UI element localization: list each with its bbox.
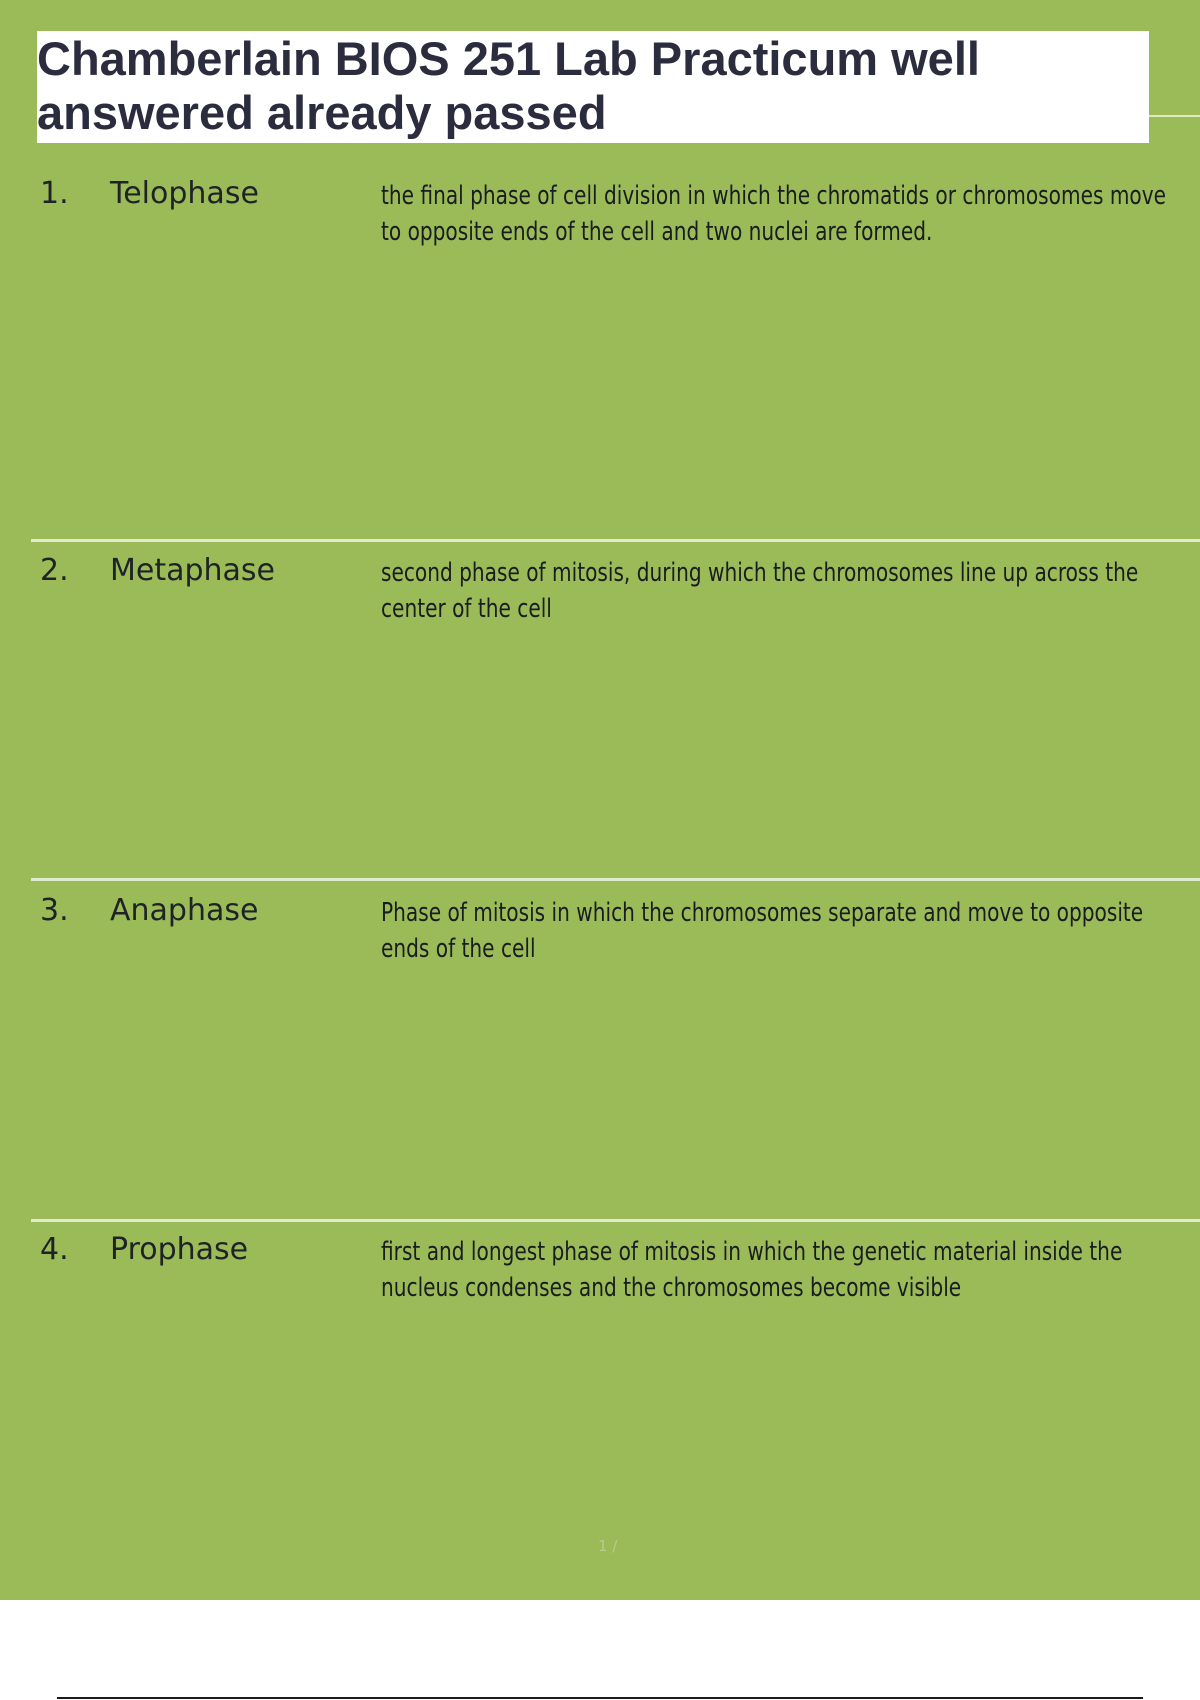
card-number: 4. [40, 1232, 69, 1267]
card-divider [31, 878, 1200, 881]
title-rule [1149, 115, 1200, 117]
page-number: 1 / [598, 1537, 618, 1555]
card-number: 3. [40, 893, 69, 928]
footer-rule [57, 1697, 1143, 1699]
card-number: 1. [40, 176, 69, 211]
card-divider [31, 539, 1200, 542]
card-definition: first and longest phase of mitosis in which the genetic material inside the nucleus condenses and the chromosomes become visible [381, 1237, 1123, 1303]
card-term: Metaphase [110, 553, 276, 588]
card-term: Anaphase [110, 893, 259, 928]
card-divider [31, 1219, 1200, 1222]
card-definition: second phase of mitosis, during which the chromosomes line up across the center of the cell [381, 558, 1139, 624]
card-definition: Phase of mitosis in which the chromosomes separate and move to opposite ends of the cell [381, 898, 1144, 964]
card-term: Telophase [110, 176, 259, 211]
card-definition: the final phase of cell division in which the chromatids or chromosomes move to opposite ends of the cell and two nuclei are formed. [381, 181, 1167, 247]
card-number: 2. [40, 553, 69, 588]
card-term: Prophase [110, 1232, 249, 1267]
page-title: Chamberlain BIOS 251 Lab Practicum well answered already passed [37, 32, 980, 139]
